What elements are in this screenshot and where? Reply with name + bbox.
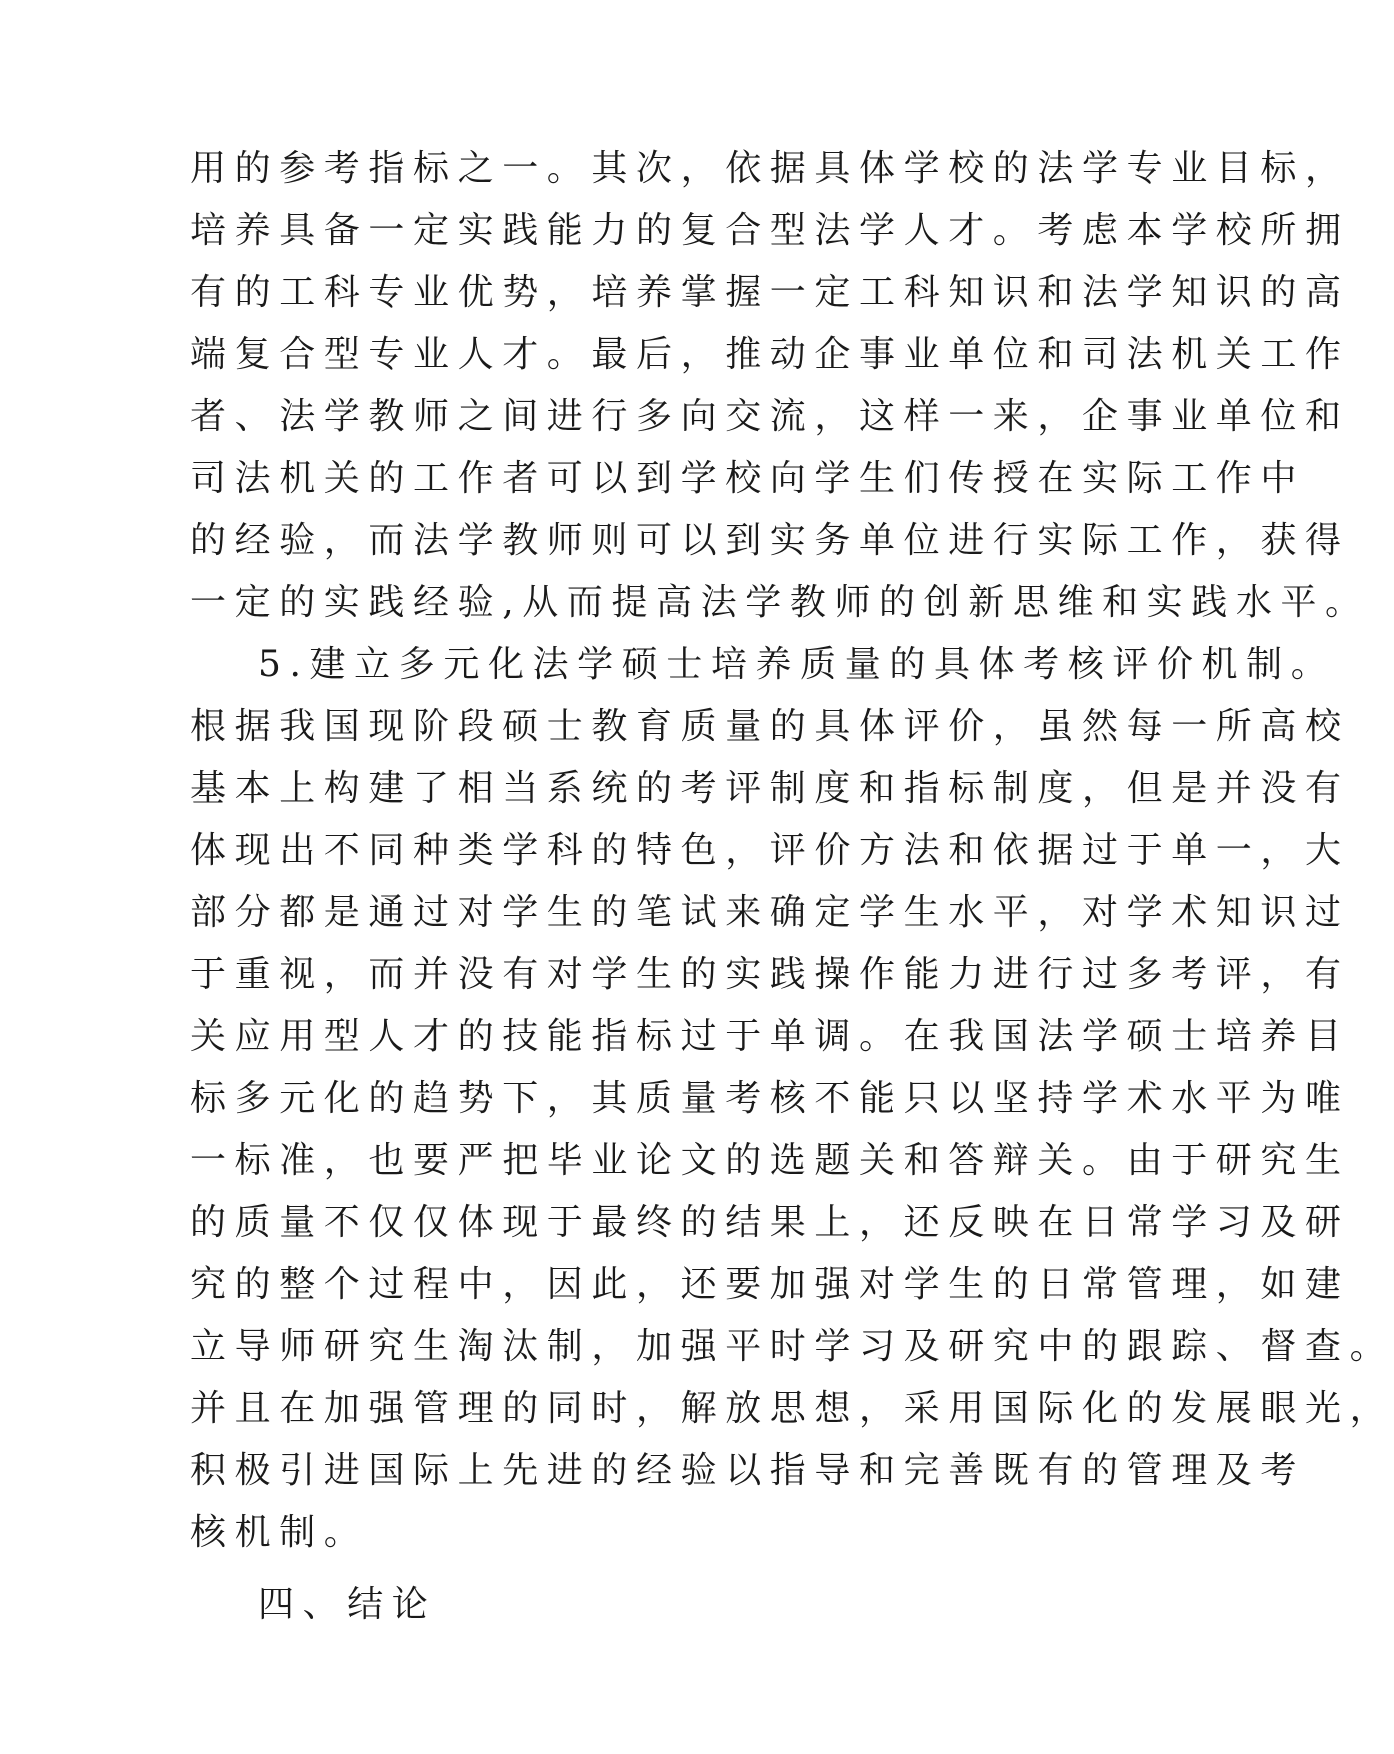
text-line: 并且在加强管理的同时，解放思想，采用国际化的发展眼光， (190, 1388, 1394, 1429)
text-line: 于重视，而并没有对学生的实践操作能力进行过多考评，有 (190, 954, 1350, 995)
text-line: 核机制。 (190, 1512, 369, 1553)
text-line: 的经验，而法学教师则可以到实务单位进行实际工作，获得 (190, 520, 1350, 561)
text-line: 一定的实践经验,从而提高法学教师的创新思维和实践水平。 (190, 582, 1370, 623)
text-line: 司法机关的工作者可以到学校向学生们传授在实际工作中 (190, 458, 1306, 499)
text-line: 究的整个过程中，因此，还要加强对学生的日常管理，如建 (190, 1264, 1350, 1305)
text-line: 立导师研究生淘汰制，加强平时学习及研究中的跟踪、督查。 (190, 1326, 1394, 1367)
text-line: 端复合型专业人才。最后，推动企事业单位和司法机关工作 (190, 334, 1350, 375)
text-line: 部分都是通过对学生的笔试来确定学生水平，对学术知识过 (190, 892, 1350, 933)
text-line: 培养具备一定实践能力的复合型法学人才。考虑本学校所拥 (190, 210, 1350, 251)
text-line: 的质量不仅仅体现于最终的结果上，还反映在日常学习及研 (190, 1202, 1350, 1243)
text-line: 体现出不同种类学科的特色，评价方法和依据过于单一，大 (190, 830, 1350, 871)
section-heading-5: 5.建立多元化法学硕士培养质量的具体考核评价机制。 (258, 644, 1336, 685)
text-line: 一标准，也要严把毕业论文的选题关和答辩关。由于研究生 (190, 1140, 1350, 1181)
text-line: 用的参考指标之一。其次，依据具体学校的法学专业目标， (190, 148, 1350, 189)
text-line: 关应用型人才的技能指标过于单调。在我国法学硕士培养目 (190, 1016, 1350, 1057)
text-line: 根据我国现阶段硕士教育质量的具体评价，虽然每一所高校 (190, 706, 1350, 747)
text-line: 标多元化的趋势下，其质量考核不能只以坚持学术水平为唯 (190, 1078, 1350, 1119)
text-line: 积极引进国际上先进的经验以指导和完善既有的管理及考 (190, 1450, 1306, 1491)
text-line: 有的工科专业优势，培养掌握一定工科知识和法学知识的高 (190, 272, 1350, 313)
section-heading-conclusion: 四、结论 (258, 1584, 437, 1625)
text-line: 者、法学教师之间进行多向交流，这样一来，企事业单位和 (190, 396, 1350, 437)
text-line: 基本上构建了相当系统的考评制度和指标制度，但是并没有 (190, 768, 1350, 809)
